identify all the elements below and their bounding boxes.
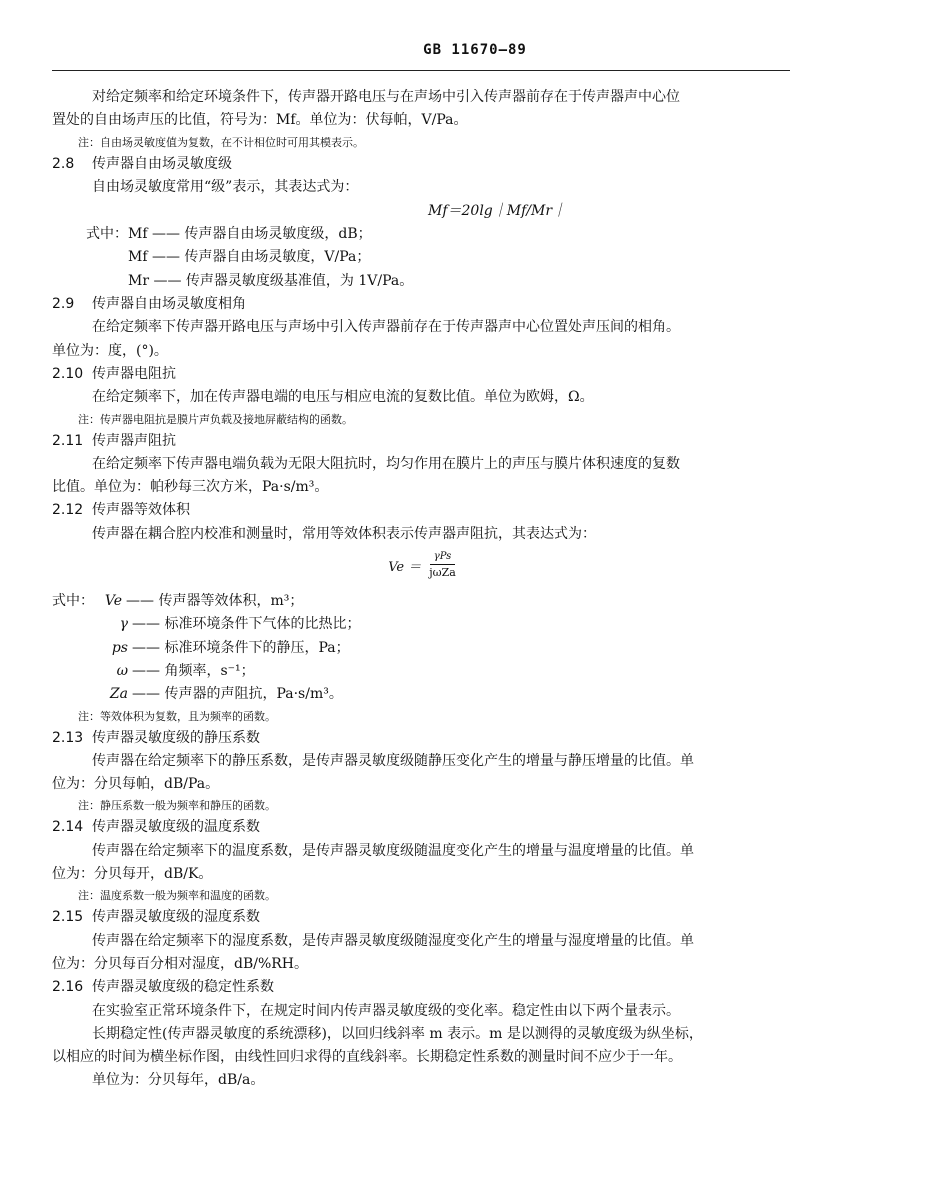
definition-line [52,637,792,660]
definition-text: —— 传声器等效体积，m³； [126,593,304,610]
symbol: Ve [104,593,122,610]
paragraph-line: 位为：分贝每帕，dB/Pa。 [52,776,220,793]
definition-line [52,683,792,706]
paragraph-line: 位为：分贝每百分相对湿度，dB/%RH。 [52,955,309,972]
note: 注：自由场灵敏度值为复数，在不计相位时可用其模表示。 [78,135,364,149]
section-title: 传声器灵敏度级的湿度系数 [92,909,260,926]
document-body [52,86,792,1093]
symbol: γ [119,616,128,633]
formula-block [52,546,792,590]
section-number: 2.13 [52,729,84,746]
section-title: 传声器灵敏度级的稳定性系数 [92,979,274,996]
formula-lhs: Ve ＝ [388,559,422,575]
section-number: 2.16 [52,979,84,996]
section-title: 传声器等效体积 [92,502,190,519]
fraction [429,550,456,580]
section-number: 2.8 [52,155,75,172]
paragraph-line: 单位为：分贝每年，dB/a。 [92,1072,265,1089]
paragraph-line: 长期稳定性(传声器灵敏度的系统漂移)，以回归线斜率 m 表示。m 是以测得的灵敏度级为纵坐标， [92,1025,703,1042]
note: 注：温度系数一般为频率和温度的函数。 [78,889,276,903]
paragraph-line: 以相应的时间为横坐标作图，由线性回归求得的直线斜率。长期稳定性系数的测量时间不应少于一年。 [52,1049,682,1066]
formula: Mf＝20lg｜Mf/Mr｜ [427,203,567,220]
fraction-formula [388,550,456,580]
paragraph-line: 比值。单位为：帕秒每三次方米，Pa·s/m³。 [52,479,329,496]
definition-line: Mf —— 传声器自由场灵敏度，V/Pa； [128,249,371,266]
section-heading-2-15 [52,906,792,929]
section-number: 2.14 [52,819,84,836]
paragraph-line: 单位为：度，(°)。 [52,342,168,359]
definition-text: —— 标准环境条件下气体的比热比； [132,616,361,633]
paragraph-line: 传声器在给定频率下的湿度系数，是传声器灵敏度级随湿度变化产生的增量与湿度增量的比值。单 [92,932,694,949]
fraction-numerator: γPs [430,550,456,565]
section-number: 2.9 [52,296,75,313]
fraction-denominator: jωZa [429,566,456,580]
section-heading-2-14 [52,816,792,839]
section-title: 传声器自由场灵敏度相角 [92,296,246,313]
note: 注：静压系数一般为频率和静压的函数。 [78,799,276,813]
header-rule [52,70,790,71]
definition-line [52,590,792,613]
standard-header: GB 11670—89 [423,42,527,58]
section-number: 2.10 [52,365,84,382]
definition-text: —— 角频率，s⁻¹； [132,662,255,679]
note: 注：等效体积为复数，且为频率的函数。 [78,709,276,723]
definition-line [52,660,792,683]
definition-prefix: 式中： [52,593,94,610]
definition-line [52,613,792,636]
section-title: 传声器电阻抗 [92,365,176,382]
section-heading-2-16 [52,976,792,999]
section-title: 传声器灵敏度级的静压系数 [92,729,260,746]
section-heading-2-10 [52,363,792,386]
paragraph-line: 位为：分贝每开，dB/K。 [52,866,213,883]
section-number: 2.11 [52,432,84,449]
section-number: 2.12 [52,502,84,519]
section-title: 传声器灵敏度级的温度系数 [92,819,260,836]
symbol: ps [111,639,128,656]
paragraph-line: 在给定频率下传声器电端负载为无限大阻抗时，均匀作用在膜片上的声压与膜片体积速度的复数 [92,455,680,472]
section-number: 2.15 [52,909,84,926]
section-heading-2-9 [52,293,792,316]
paragraph-line: 在给定频率下，加在传声器电端的电压与相应电流的复数比值。单位为欧姆，Ω。 [92,389,594,406]
section-heading-2-12 [52,499,792,522]
section-title: 传声器声阻抗 [92,432,176,449]
symbol: ω [116,662,128,679]
section-heading-2-13 [52,727,792,750]
paragraph-line: 置处的自由场声压的比值，符号为：Mf。单位为：伏每帕，V/Pa。 [52,112,468,129]
definition-line: 式中：Mf —— 传声器自由场灵敏度级，dB； [86,226,372,243]
definition-text: —— 标准环境条件下的静压，Pa； [132,639,350,656]
definition-line: Mr —— 传声器灵敏度级基准值，为 1V/Pa。 [128,272,414,289]
paragraph-line: 在给定频率下传声器开路电压与声场中引入传声器前存在于传声器声中心位置处声压间的相角。 [92,319,680,336]
definition-text: —— 传声器的声阻抗，Pa·s/m³。 [132,686,343,703]
paragraph-line: 传声器在给定频率下的温度系数，是传声器灵敏度级随温度变化产生的增量与温度增量的比值。单 [92,842,694,859]
paragraph-line: 传声器在给定频率下的静压系数，是传声器灵敏度级随静压变化产生的增量与静压增量的比值。单 [92,752,694,769]
paragraph-line: 对给定频率和给定环境条件下，传声器开路电压与在声场中引入传声器前存在于传声器声中心位 [92,89,680,105]
section-heading-2-8 [52,153,792,176]
symbol: Za [109,686,128,703]
paragraph-line: 在实验室正常环境条件下，在规定时间内传声器灵敏度级的变化率。稳定性由以下两个量表示。 [92,1002,680,1019]
section-heading-2-11 [52,430,792,453]
note: 注：传声器电阻抗是膜片声负载及接地屏蔽结构的函数。 [78,412,353,426]
paragraph-line: 自由场灵敏度常用“级”表示，其表达式为： [92,178,359,195]
paragraph-line: 传声器在耦合腔内校准和测量时，常用等效体积表示传声器声阻抗，其表达式为： [92,525,596,542]
section-title: 传声器自由场灵敏度级 [92,155,232,172]
